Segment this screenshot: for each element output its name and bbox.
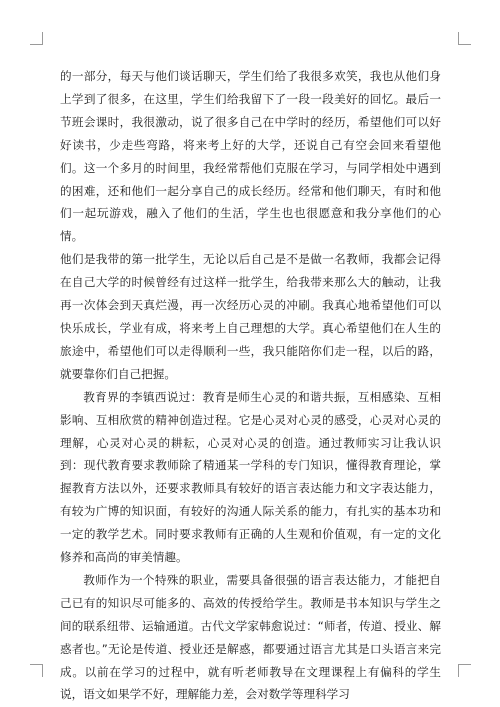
crop-mark-top-left xyxy=(30,32,43,45)
paragraph: 他们是我带的第一批学生，无论以后自己是不是做一名教师，我都会记得在自己大学的时候曾经有过这样一批学生，给我带来那么大的触动，让我再一次体会到天真烂漫，再一次经历心灵的冲刷。我真心地希望他们可以快乐成长，学业有成，将来考上自己理想的大学。真心希望他们在人生的旅途中，希望他们可以走得顺利一些，我只能陪你们走一程，以后的路，就要靠你们自己把握。 xyxy=(60,252,441,381)
paragraph: 的一部分，每天与他们谈话聊天，学生们给了我很多欢笑，我也从他们身上学到了很多，在这里，学生们给我留下了一段一段美好的回忆。最后一节班会课时，我很激动，说了很多自己在中学时的经历，希望他们可以好好读书，少走些弯路，将来考上好的大学，还说自己有空会回来看望他们。这一个多月的时间里，我经常帮他们克服在学习，与同学相处中遇到的困难，还和他们一起分享自己的成长经历。经常和他们聊天，有时和他们一起玩游戏，融入了他们的生活，学生也也很愿意和我分享他们的心情。 xyxy=(60,69,441,244)
crop-mark-bottom-left xyxy=(30,664,43,677)
document-body xyxy=(60,65,441,706)
paragraph: 教师作为一个特殊的职业，需要具备很强的语言表达能力，才能把自己已有的知识尽可能多的、高效的传授给学生。教师是书本知识与学生之间的联系纽带、运输通道。古代文学家韩愈说过：“师者，传道、授业、解惑者也。”无论是传道、授业还是解惑，都要通过语言尤其是口头语言来完成。以前在学习的过程中，就有听老师教导在文理课程上有偏科的学生说，语文如果学不好，理解能力差，会对数学等理科学习 xyxy=(60,572,441,702)
crop-mark-bottom-right xyxy=(458,664,471,677)
paragraph: 教育界的李镇西说过：教育是师生心灵的和谐共振，互相感染、互相影响、互相欣赏的精神创造过程。它是心灵对心灵的感受，心灵对心灵的理解，心灵对心灵的耕耘，心灵对心灵的创造。通过教师实习让我认识到：现代教育要求教师除了精通某一学科的专门知识，懂得教育理论，掌握教育方法以外，还要求教师具有较好的语言表达能力和文字表达能力，有较为广博的知识面，有较好的沟通人际关系的能力，有扎实的基本功和一定的教学艺术。同时要求教师有正确的人生观和价值观，有一定的文化修养和高尚的审美情趣。 xyxy=(60,389,441,565)
crop-mark-top-right xyxy=(458,32,471,45)
